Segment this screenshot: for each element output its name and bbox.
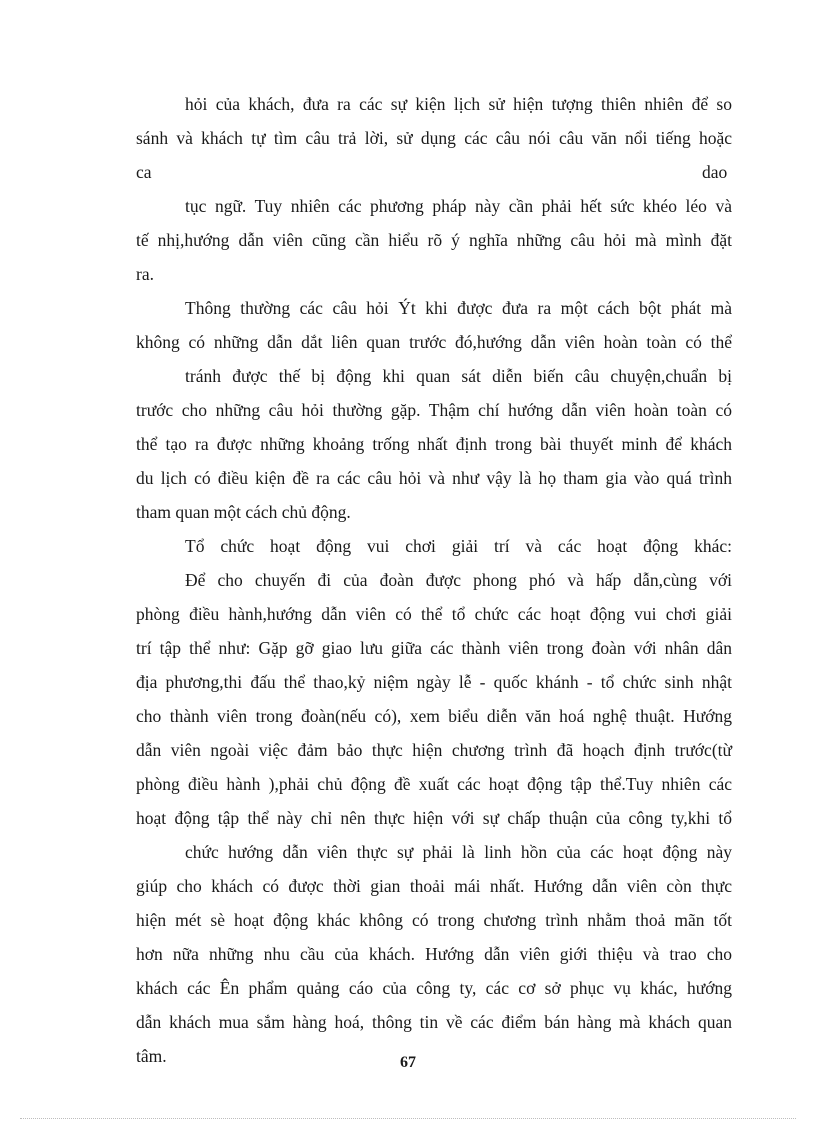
text-line: dẫn viên ngoài việc đảm bảo thực hiện chương trình đã hoạch định trước(từ [136, 740, 732, 760]
text-line: tránh được thế bị động khi quan sát diễn biến câu chuyện,chuẩn bị [185, 366, 732, 386]
text-line: khách các Ên phẩm quảng cáo của công ty, các cơ sở phục vụ khác, hướng [136, 978, 732, 998]
text-line: tâm. [136, 1046, 167, 1066]
text-line: ca [136, 162, 152, 182]
text-line: địa phương,thi đấu thể thao,kỷ niệm ngày lễ - quốc khánh - tổ chức sinh nhật [136, 672, 732, 692]
text-line: hiện mét sè hoạt động khác không có trong chương trình nhằm thoả mãn tốt [136, 910, 732, 930]
page-bottom-rule [20, 1118, 796, 1119]
text-line: trí tập thể như: Gặp gỡ giao lưu giữa các thành viên trong đoàn với nhân dân [136, 638, 732, 658]
text-line: tục ngữ. Tuy nhiên các phương pháp này cần phải hết sức khéo léo và [185, 196, 732, 216]
text-line: hoạt động tập thể này chỉ nên thực hiện với sự chấp thuận của công ty,khi tổ [136, 808, 732, 828]
text-line: giúp cho khách có được thời gian thoải mái nhất. Hướng dẫn viên còn thực [136, 876, 732, 896]
text-line: hỏi của khách, đưa ra các sự kiện lịch sử hiện tượng thiên nhiên để so [185, 94, 732, 114]
text-line: tham quan một cách chủ động. [136, 502, 351, 522]
text-line: tế nhị,hướng dẫn viên cũng cần hiểu rõ ý nghĩa những câu hỏi mà mình đặt [136, 230, 732, 250]
section-heading: Tổ chức hoạt động vui chơi giải trí và các hoạt động khác: [185, 536, 732, 556]
text-line: phòng điều hành ),phải chủ động đề xuất các hoạt động tập thể.Tuy nhiên các [136, 774, 732, 794]
text-line: trước cho những câu hỏi thường gặp. Thậm chí hướng dẫn viên hoàn toàn có [136, 400, 732, 420]
text-line: hơn nữa những nhu cầu của khách. Hướng dẫn viên giới thiệu và trao cho [136, 944, 732, 964]
text-line: cho thành viên trong đoàn(nếu có), xem biểu diễn văn hoá nghệ thuật. Hướng [136, 706, 732, 726]
text-line: sánh và khách tự tìm câu trả lời, sử dụng các câu nói câu văn nổi tiếng hoặc [136, 128, 732, 148]
page-number: 67 [400, 1054, 416, 1071]
text-line: Để cho chuyến đi của đoàn được phong phó và hấp dẫn,cùng với [185, 570, 732, 590]
text-line: dao [702, 162, 728, 182]
text-line: ra. [136, 264, 154, 284]
text-line: du lịch có điều kiện đề ra các câu hỏi và như vậy là họ tham gia vào quá trình [136, 468, 732, 488]
text-line: phòng điều hành,hướng dẫn viên có thể tổ chức các hoạt động vui chơi giải [136, 604, 732, 624]
text-line: không có những dẫn dắt liên quan trước đó,hướng dẫn viên hoàn toàn có thể [136, 332, 732, 352]
text-line: dẫn khách mua sắm hàng hoá, thông tin về các điểm bán hàng mà khách quan [136, 1012, 732, 1032]
text-line: Thông thường các câu hỏi Ýt khi được đưa ra một cách bột phát mà [185, 298, 732, 318]
text-line: chức hướng dẫn viên thực sự phải là linh hồn của các hoạt động này [185, 842, 732, 862]
text-line: thể tạo ra được những khoảng trống nhất định trong bài thuyết minh để khách [136, 434, 732, 454]
